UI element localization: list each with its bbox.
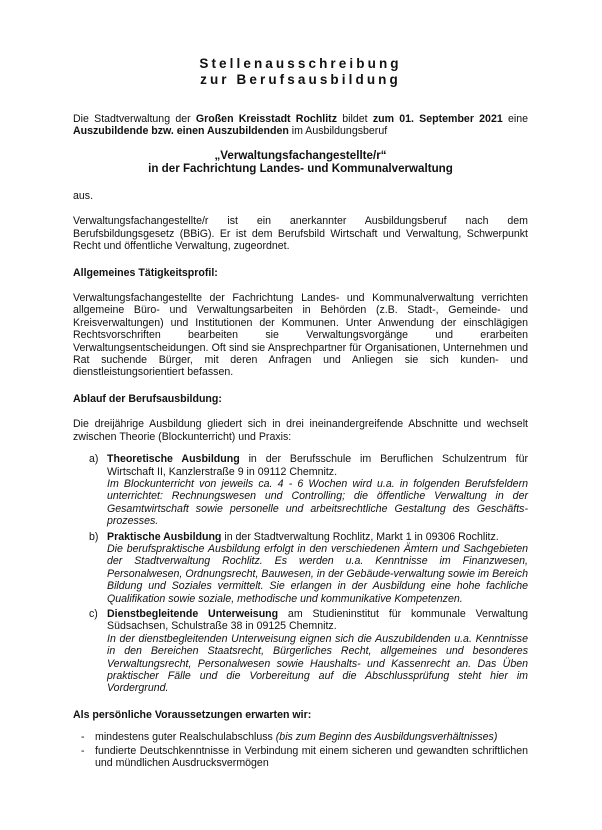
list-item: [89, 607, 528, 695]
list-item: [89, 453, 528, 528]
bullet-text: mindestens guter Realschulabschluss: [95, 731, 276, 744]
intro-trainee: Auszubildende bzw. einen Auszubildenden: [73, 125, 289, 138]
job-title-block: [73, 149, 528, 176]
list-item-main: [107, 453, 528, 478]
list-item-details: Im Blockunterricht von jeweils ca. 4 - 6 Wochen wird u.a. in folgenden Berufsfeldern unterrichtet: Rechnungswesen und Controlling; die öffentliche Verwaltung in der Gesamtwirtschaft sowie personelle und arbeitsrechtliche Gestaltung des Geschäfts-prozesses.: [107, 477, 528, 528]
list-item-letter: b): [89, 530, 99, 543]
training-paragraph: Die dreijährige Ausbildung gliedert sich in drei ineinandergreifende Abschnitte und wechselt zwischen Theorie (Blockunterricht) und Praxis:: [73, 418, 528, 443]
bullet-note: (bis zum Beginn des Ausbildungsverhältnisses): [275, 731, 498, 744]
list-item-heading: Praktische Ausbildung: [107, 530, 222, 543]
job-title: „Verwaltungsfachangestellte/r“: [214, 148, 387, 162]
bullet-text: fundierte Deutschkenntnisse in Verbindung mit einem sicheren und gewandten schriftlichen und mündlichen Ausdrucksvermögen: [95, 744, 528, 770]
intro-closing: aus.: [73, 190, 94, 202]
bullet-dash: -: [81, 731, 85, 744]
list-item-heading: Dienstbegleitende Unterweisung: [107, 607, 279, 620]
intro-text-4: im Ausbildungsberuf: [288, 125, 388, 138]
requirements-list: [73, 731, 528, 769]
section-heading-profile: Allgemeines Tätigkeitsprofil:: [73, 266, 218, 279]
document-title-line1: Stellenausschreibung: [199, 56, 402, 71]
list-item-location: am Studieninstitut für kommunale Verwaltung Südsachsen, Schulstraße 38 in 09125 Chemnitz.: [107, 607, 528, 633]
intro-text-2: bildet: [337, 113, 373, 125]
list-item: [89, 530, 528, 605]
job-specialization: in der Fachrichtung Landes- und Kommunalverwaltung: [148, 162, 453, 176]
list-item: [81, 731, 528, 744]
bullet-dash: -: [81, 744, 85, 757]
intro-date: zum 01. September 2021: [372, 113, 503, 125]
job-description-paragraph: Verwaltungsfachangestellte/r ist ein anerkannter Ausbildungsberuf nach dem Berufsbildungsgesetz (BBiG). Er ist dem Berufsbild Wirtschaft und Verwaltung, Schwerpunkt Recht und öffentliche Verwaltung, zugeordnet.: [73, 215, 528, 253]
document-title-line2: zur Berufsausbildung: [200, 71, 401, 87]
list-item-location: in der Stadtverwaltung Rochlitz, Markt 1 in 09306 Rochlitz.: [221, 530, 499, 543]
intro-text-1: Die Stadtverwaltung der: [73, 113, 196, 125]
list-item-details: Die berufspraktische Ausbildung erfolgt in den verschiedenen Ämtern und Sachgebieten der Stadtverwaltung Rochlitz. Es werden u.a. Kenntnisse im Finanzwesen, Personalwesen, Ordnungsrecht, Bauwesen, in der Gebäude-verwaltung sowie im Bereich Bildung und Soziales vermittelt. Sie erlangen in der Ausbildung eine hohe fachliche Qualifikation sowie soziale, methodische und kommunikative Kompetenzen.: [107, 542, 528, 605]
section-heading-requirements: Als persönliche Voraussetzungen erwarten wir:: [73, 708, 312, 721]
intro-text-3: eine: [502, 113, 528, 125]
list-item-heading: Theoretische Ausbildung: [107, 453, 240, 466]
profile-paragraph: Verwaltungsfachangestellte der Fachrichtung Landes- und Kommunalverwaltung verrichten allgemeine Büro- und Verwaltungsarbeiten in Behörden (z.B. Stadt-, Gemeinde- und Kreisverwaltungen) und Institutionen der Kommunen. Unter Anwendung der einschlägigen Rechtsvorschriften bearbeiten sie Verwaltungsvorgänge und erarbeiten Verwaltungsentscheidungen. Oft sind sie Ansprechpartner für Organisationen, Unternehmen und Rat suchende Bürger, mit deren Anfragen und Anliegen sie sich kunden- und dienstleistungsorientiert befassen.: [73, 292, 528, 379]
list-item-main: [107, 531, 528, 543]
list-item-location: in der Berufsschule im Beruflichen Schulzentrum für Wirtschaft II, Kanzlerstraße 9 in 09112 Chemnitz.: [107, 453, 528, 478]
list-item-letter: a): [89, 453, 99, 466]
section-heading-training: Ablauf der Berufsausbildung:: [73, 392, 222, 405]
list-item-details: In der dienstbegleitenden Unterweisung eignen sich die Auszubildenden u.a. Kenntnisse in den Bereichen Staatsrecht, Bürgerliches Recht, allgemeines und besonderes Verwaltungsrecht, Personalwesen sowie Haushalts- und Kassenrecht an. Das Üben praktischer Fälle und die Vorbereitung auf die Abschlussprüfung steht hier im Vordergrund.: [107, 632, 528, 695]
list-item-letter: c): [89, 607, 98, 620]
intro-city: Großen Kreisstadt Rochlitz: [195, 113, 338, 125]
intro-paragraph: [73, 113, 528, 138]
list-item: [81, 744, 528, 770]
training-phases-list: [73, 453, 528, 695]
list-item-main: [107, 608, 528, 633]
